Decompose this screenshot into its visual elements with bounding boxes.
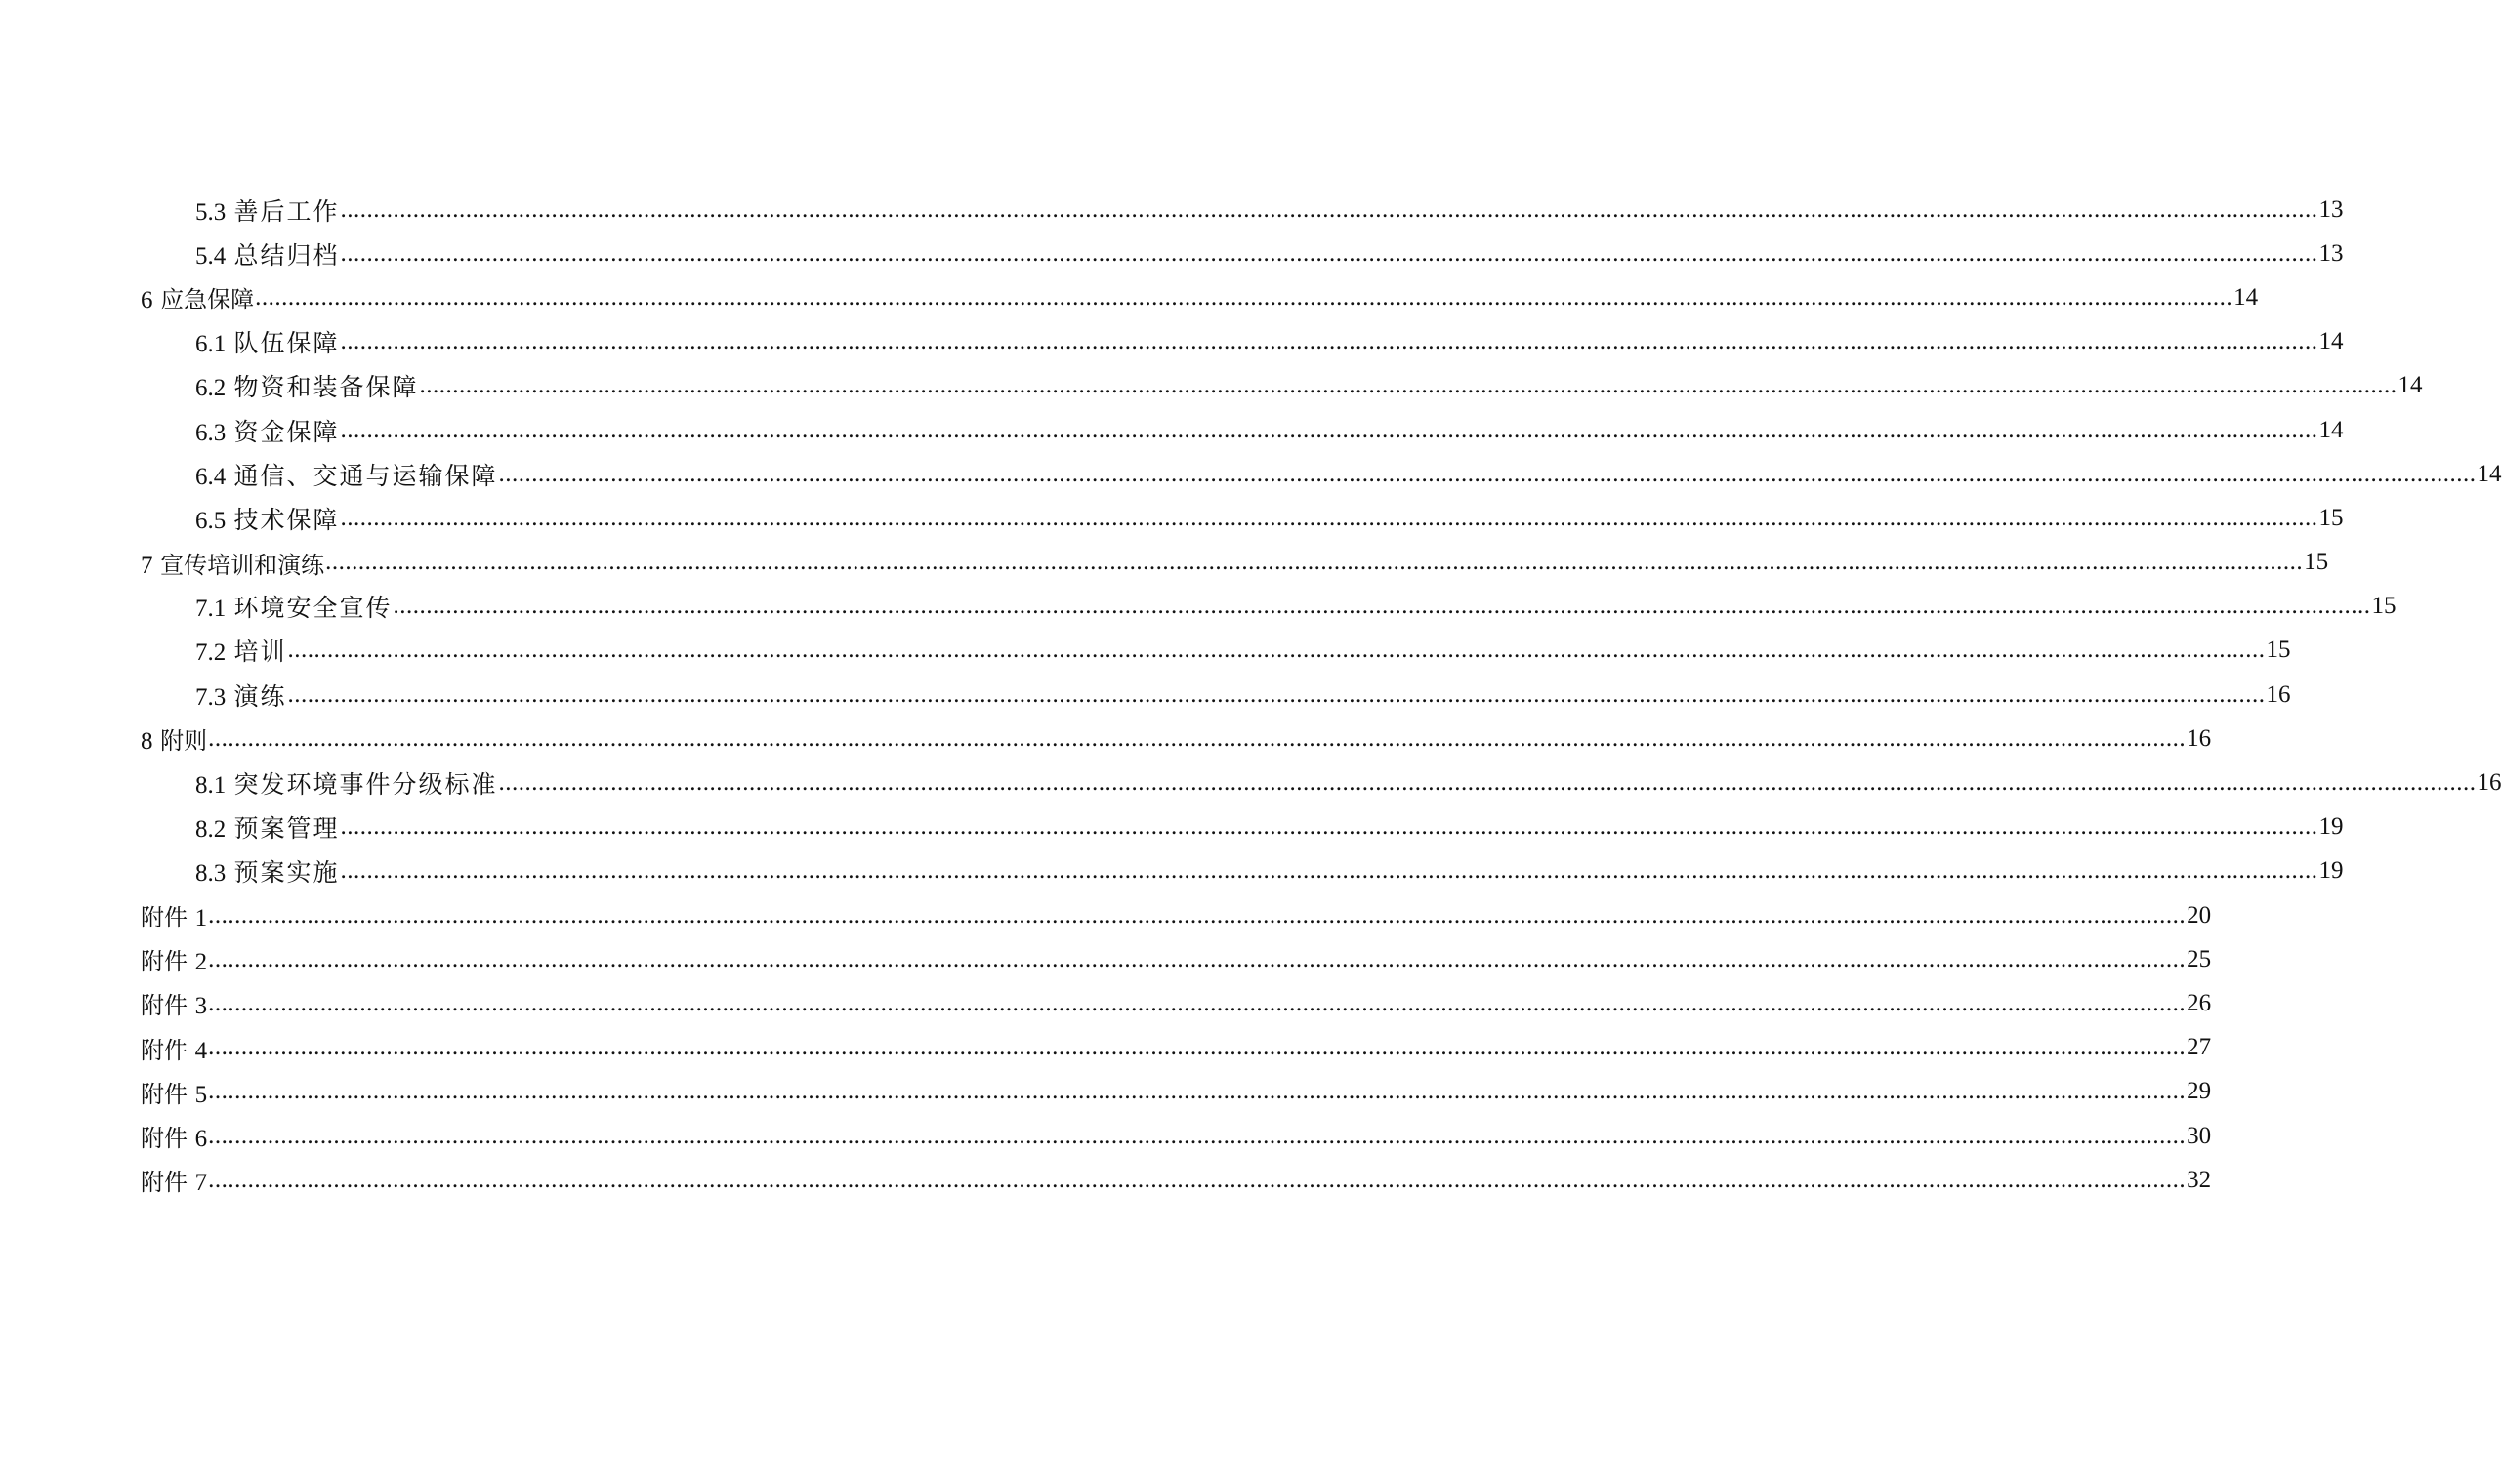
toc-entry-page-number: 13 [2318, 195, 2344, 223]
toc-entry-page-number: 14 [2398, 372, 2423, 399]
toc-entry-title: 资金保障 [233, 419, 340, 446]
toc-entry-label [141, 1163, 207, 1197]
toc-entry-label [141, 546, 324, 580]
toc-entry-number: 7.2 [195, 639, 227, 667]
toc-entry-label [141, 721, 207, 756]
toc-entry-number: 7 [141, 552, 153, 579]
toc-entry-page-number: 29 [2187, 1078, 2212, 1105]
toc-entry-page-number: 14 [2477, 460, 2502, 487]
toc-entry-title: 突发环境事件分级标准 [233, 772, 498, 800]
dot-leader: ............................................................................................................................................................................................................................................................................................................ [340, 504, 2318, 531]
toc-entry-page-number: 15 [2371, 593, 2397, 620]
toc-entry-title: 物资和装备保障 [233, 375, 419, 402]
toc-entry-title: 善后工作 [233, 198, 340, 226]
toc-entry-label [195, 589, 393, 624]
dot-leader: ............................................................................................................................................................................................................................................................................................................ [340, 813, 2318, 841]
dot-leader: ............................................................................................................................................................................................................................................................................................................ [208, 989, 2187, 1016]
toc-entry-label [195, 678, 287, 713]
dot-leader: ............................................................................................................................................................................................................................................................................................................ [287, 637, 2266, 664]
dot-leader: ............................................................................................................................................................................................................................................................................................................ [419, 372, 2398, 399]
toc-entry[interactable] [141, 805, 2344, 849]
toc-entry-title: 总结归档 [233, 242, 340, 269]
toc-entry-title: 附件 [141, 1169, 188, 1197]
toc-entry-title: 通信、交通与运输保障 [233, 463, 498, 490]
toc-entry-number: 8 [141, 728, 153, 756]
toc-entry-number: 5.3 [195, 198, 227, 226]
dot-leader: ............................................................................................................................................................................................................................................................................................................ [208, 1034, 2187, 1061]
toc-entry-page-number: 27 [2187, 1034, 2212, 1061]
toc-entry[interactable] [141, 275, 2259, 319]
toc-entry-number: 6.3 [195, 419, 227, 446]
toc-entry[interactable] [141, 717, 2212, 761]
toc-entry-label [141, 1075, 207, 1109]
toc-entry-number: 8.3 [195, 860, 227, 887]
toc-entry[interactable] [141, 849, 2344, 893]
toc-entry-title: 附件 [141, 992, 188, 1020]
toc-entry-label [141, 1119, 207, 1153]
toc-entry-label [141, 986, 207, 1020]
dot-leader: ............................................................................................................................................................................................................................................................................................................ [208, 945, 2187, 972]
toc-entry-title: 附件 [141, 1036, 188, 1064]
dot-leader: ............................................................................................................................................................................................................................................................................................................ [340, 328, 2318, 355]
toc-entry-page-number: 16 [2187, 724, 2212, 752]
toc-entry-number: 6.1 [195, 331, 227, 358]
toc-entry-page-number: 15 [2266, 637, 2291, 664]
toc-entry-number: 6.4 [195, 463, 227, 490]
toc-entry-number: 8.2 [195, 816, 227, 844]
toc-entry-page-number: 14 [2318, 328, 2344, 355]
toc-entry-number: 6 [141, 287, 153, 314]
toc-entry-number: 5 [194, 1081, 208, 1108]
toc-entry-page-number: 16 [2477, 769, 2502, 797]
dot-leader: ............................................................................................................................................................................................................................................................................................................ [498, 460, 2477, 487]
toc-entry[interactable] [141, 585, 2397, 629]
toc-entry-number: 6 [194, 1126, 208, 1153]
toc-entry-label [195, 324, 340, 359]
toc-entry-label [195, 633, 287, 668]
toc-entry-title: 环境安全宣传 [233, 596, 393, 623]
toc-entry-title: 技术保障 [233, 507, 340, 534]
toc-entry-number: 2 [194, 949, 208, 976]
toc-entry-page-number: 32 [2187, 1166, 2212, 1193]
toc-entry-label [195, 853, 340, 888]
toc-entry-page-number: 19 [2318, 857, 2344, 885]
toc-entry-label [195, 192, 340, 227]
dot-leader: ............................................................................................................................................................................................................................................................................................................ [208, 1166, 2187, 1193]
dot-leader: ............................................................................................................................................................................................................................................................................................................ [208, 1122, 2187, 1149]
toc-entry-label [195, 368, 419, 403]
toc-entry[interactable] [141, 673, 2291, 717]
dot-leader: ............................................................................................................................................................................................................................................................................................................ [498, 769, 2477, 797]
dot-leader: ............................................................................................................................................................................................................................................................................................................ [287, 680, 2266, 708]
toc-entry-number: 4 [194, 1037, 208, 1064]
table-of-contents [141, 187, 2502, 1202]
dot-leader: ............................................................................................................................................................................................................................................................................................................ [208, 901, 2187, 928]
toc-entry-label [195, 457, 498, 492]
toc-entry-page-number: 15 [2304, 549, 2329, 576]
toc-entry-label [195, 809, 340, 845]
dot-leader: ............................................................................................................................................................................................................................................................................................................ [208, 724, 2187, 752]
toc-entry[interactable] [141, 1026, 2212, 1070]
toc-entry-title: 应急保障 [160, 286, 255, 314]
toc-entry-title: 预案管理 [233, 816, 340, 844]
toc-entry-label [195, 236, 340, 271]
toc-entry-page-number: 20 [2187, 901, 2212, 928]
toc-entry-title: 预案实施 [233, 860, 340, 887]
toc-entry[interactable] [141, 981, 2212, 1025]
toc-entry-number: 7.3 [195, 683, 227, 711]
toc-entry-label [141, 280, 254, 314]
toc-entry-page-number: 25 [2187, 945, 2212, 972]
toc-entry[interactable] [141, 937, 2212, 981]
toc-entry[interactable] [141, 1070, 2212, 1114]
toc-entry-number: 6.2 [195, 375, 227, 402]
toc-entry[interactable] [141, 364, 2423, 408]
toc-entry-title: 附件 [141, 904, 188, 932]
toc-entry[interactable] [141, 408, 2344, 452]
toc-entry-number: 5.4 [195, 242, 227, 269]
toc-entry-number: 7 [194, 1170, 208, 1197]
toc-entry[interactable] [141, 541, 2329, 585]
dot-leader: ............................................................................................................................................................................................................................................................................................................ [340, 416, 2318, 443]
toc-entry-number: 6.5 [195, 507, 227, 534]
toc-entry-label [195, 501, 340, 536]
dot-leader: ............................................................................................................................................................................................................................................................................................................ [340, 239, 2318, 267]
toc-entry-number: 3 [194, 993, 208, 1020]
toc-entry-page-number: 26 [2187, 989, 2212, 1016]
dot-leader: ............................................................................................................................................................................................................................................................................................................ [393, 593, 2371, 620]
toc-entry-title: 演练 [233, 683, 287, 711]
toc-entry-title: 附则 [160, 727, 208, 756]
toc-entry[interactable] [141, 761, 2502, 804]
toc-entry-page-number: 15 [2318, 504, 2344, 531]
toc-entry[interactable] [141, 320, 2344, 364]
toc-entry-label [195, 765, 498, 801]
toc-entry-page-number: 16 [2266, 680, 2291, 708]
toc-entry-label [141, 898, 207, 932]
toc-entry-number: 8.1 [195, 772, 227, 800]
dot-leader: ............................................................................................................................................................................................................................................................................................................ [208, 1078, 2187, 1105]
toc-entry-page-number: 14 [2233, 283, 2259, 310]
toc-entry-title: 附件 [141, 1080, 188, 1108]
dot-leader: ............................................................................................................................................................................................................................................................................................................ [340, 857, 2318, 885]
dot-leader: ............................................................................................................................................................................................................................................................................................................ [340, 195, 2318, 223]
toc-entry-page-number: 30 [2187, 1122, 2212, 1149]
toc-entry[interactable] [141, 231, 2344, 275]
toc-entry-number: 1 [194, 905, 208, 932]
toc-entry-title: 队伍保障 [233, 331, 340, 358]
toc-entry-label [195, 413, 340, 448]
toc-entry[interactable] [141, 452, 2502, 496]
toc-entry[interactable] [141, 187, 2344, 231]
toc-entry-title: 培训 [233, 639, 287, 667]
toc-entry-title: 附件 [141, 1125, 188, 1153]
toc-entry-label [141, 1031, 207, 1065]
toc-entry-page-number: 19 [2318, 813, 2344, 841]
toc-entry-number: 7.1 [195, 596, 227, 623]
toc-entry[interactable] [141, 893, 2212, 937]
toc-entry[interactable] [141, 1158, 2212, 1202]
toc-entry-page-number: 14 [2318, 416, 2344, 443]
toc-entry-page-number: 13 [2318, 239, 2344, 267]
dot-leader: ............................................................................................................................................................................................................................................................................................................ [255, 283, 2233, 310]
toc-entry-title: 宣传培训和演练 [160, 551, 325, 579]
toc-entry[interactable] [141, 496, 2344, 540]
dot-leader: ............................................................................................................................................................................................................................................................................................................ [325, 549, 2304, 576]
toc-entry-title: 附件 [141, 948, 188, 976]
toc-entry[interactable] [141, 1114, 2212, 1158]
toc-entry-label [141, 942, 207, 976]
toc-entry[interactable] [141, 629, 2291, 673]
